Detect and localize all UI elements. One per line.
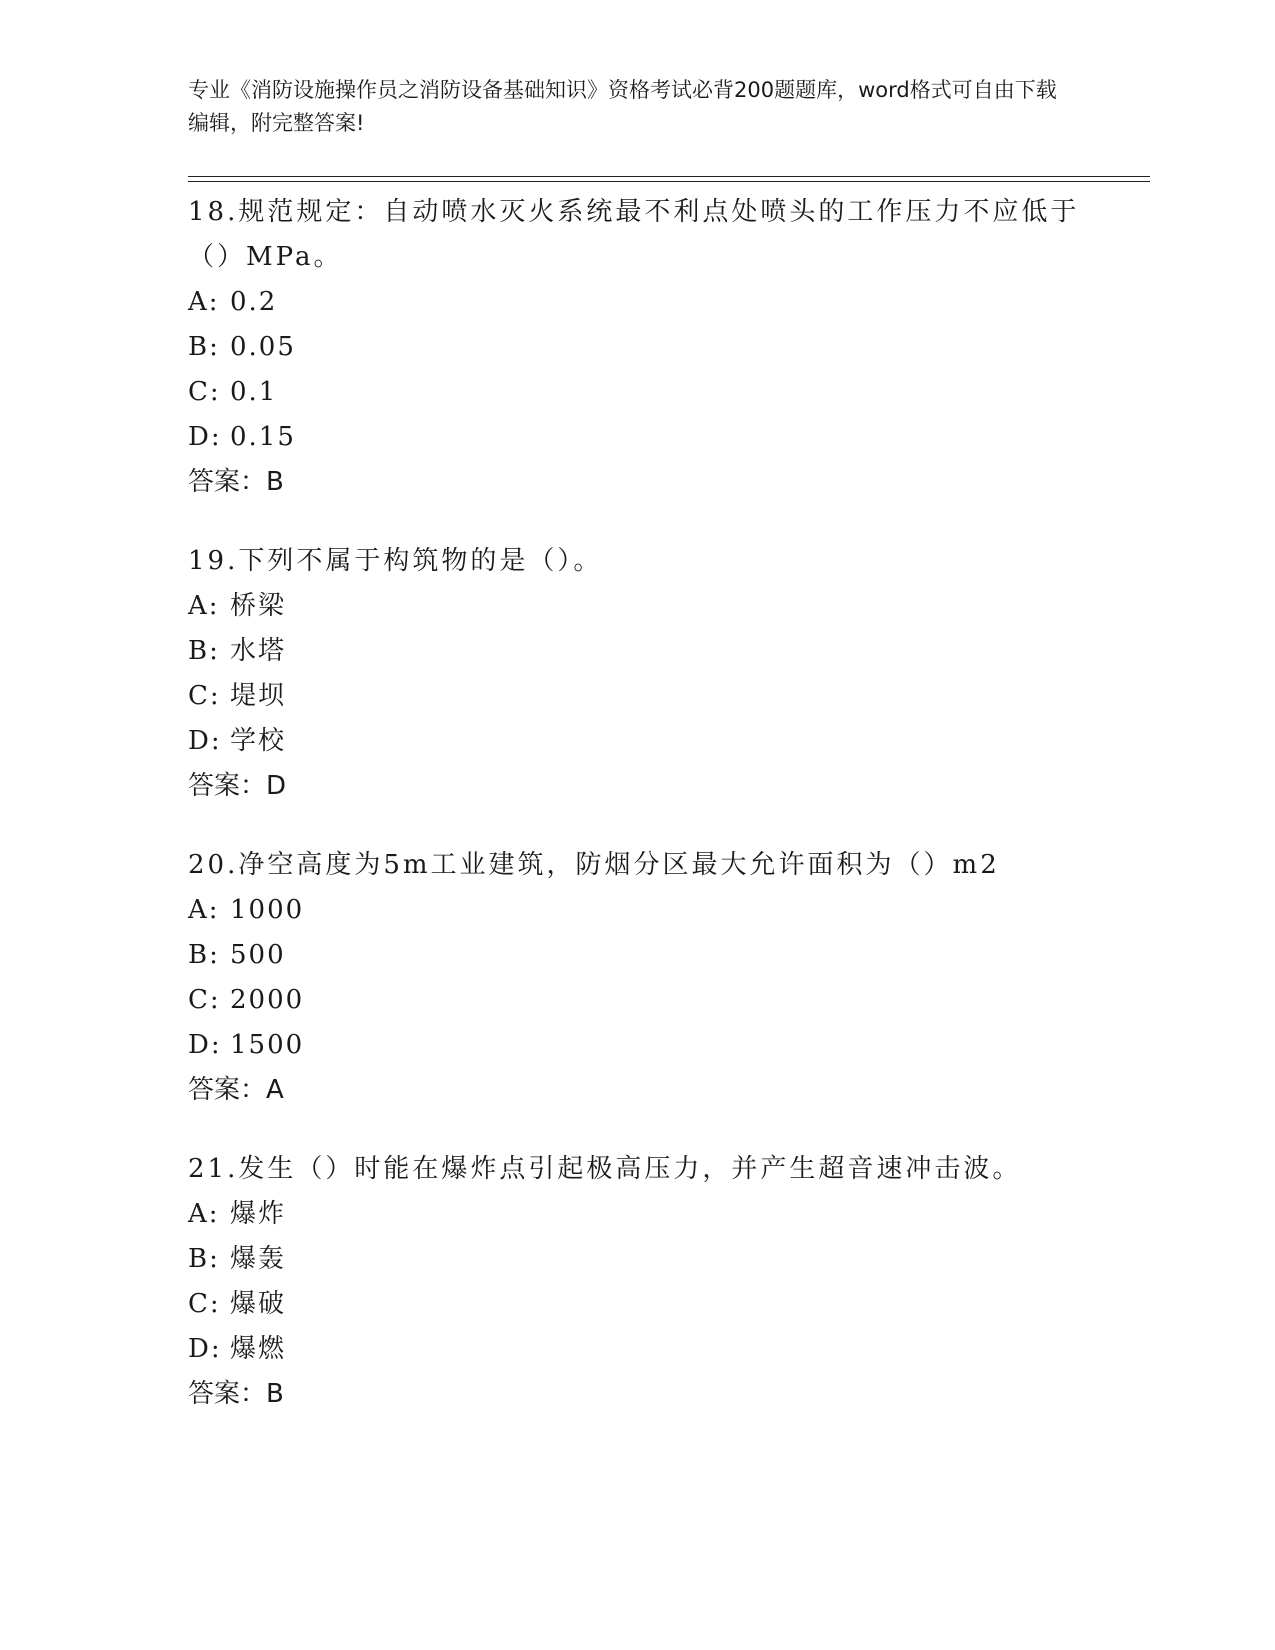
- option-key: A:: [188, 895, 220, 925]
- option-key: D:: [188, 726, 222, 756]
- question-stem: 21.发生（）时能在爆炸点引起极高压力，并产生超音速冲击波。: [188, 1154, 1022, 1184]
- answer-line: 答案：B: [188, 467, 284, 497]
- option-c: [188, 978, 1088, 1023]
- option-key: A:: [188, 591, 220, 621]
- option-key: D:: [188, 1334, 222, 1364]
- option-text: 爆破: [230, 1289, 287, 1319]
- option-text: 1500: [230, 1030, 305, 1060]
- option-text: 学校: [230, 726, 287, 756]
- option-text: 堤坝: [230, 681, 287, 711]
- option-text: 爆炸: [230, 1199, 287, 1229]
- option-text: 0.1: [230, 377, 278, 407]
- question-18: [188, 190, 1088, 505]
- option-key: A:: [188, 1199, 220, 1229]
- option-a: [188, 584, 1088, 629]
- option-text: 桥梁: [230, 591, 287, 621]
- question-19: [188, 539, 1088, 809]
- option-text: 水塔: [230, 636, 287, 666]
- option-key: C:: [188, 1289, 221, 1319]
- option-key: D:: [188, 422, 222, 452]
- option-c: [188, 674, 1088, 719]
- option-key: A:: [188, 287, 220, 317]
- answer-line: 答案：B: [188, 1379, 284, 1409]
- answer-line: 答案：A: [188, 1075, 284, 1105]
- option-key: B:: [188, 332, 220, 362]
- question-stem: 19.下列不属于构筑物的是（）。: [188, 546, 603, 576]
- answer-line: 答案：D: [188, 771, 287, 801]
- question-stem: 20.净空高度为5m工业建筑，防烟分区最大允许面积为（）m2: [188, 850, 1000, 880]
- option-key: C:: [188, 681, 221, 711]
- option-key: C:: [188, 985, 221, 1015]
- header-divider-bottom: [188, 181, 1150, 182]
- option-key: B:: [188, 1244, 220, 1274]
- option-text: 1000: [230, 895, 305, 925]
- question-stem: 18.规范规定：自动喷水灭火系统最不利点处喷头的工作压力不应低于（）MPa。: [188, 197, 1080, 272]
- option-text: 2000: [230, 985, 305, 1015]
- option-b: [188, 629, 1088, 674]
- option-b: [188, 1237, 1088, 1282]
- option-key: D:: [188, 1030, 222, 1060]
- question-21: [188, 1147, 1088, 1417]
- header-divider-top: [188, 176, 1150, 177]
- option-c: [188, 1282, 1088, 1327]
- question-20: [188, 843, 1088, 1113]
- option-text: 爆燃: [230, 1334, 287, 1364]
- option-text: 0.05: [230, 332, 296, 362]
- option-c: [188, 370, 1088, 415]
- option-d: [188, 719, 1088, 764]
- option-key: B:: [188, 636, 220, 666]
- option-b: [188, 325, 1088, 370]
- document-header: 专业《消防设施操作员之消防设备基础知识》资格考试必背200题题库，word格式可自由下载编辑，附完整答案!: [188, 78, 1057, 135]
- option-a: [188, 280, 1088, 325]
- option-key: B:: [188, 940, 220, 970]
- option-a: [188, 888, 1088, 933]
- option-d: [188, 1327, 1088, 1372]
- option-text: 爆轰: [230, 1244, 287, 1274]
- option-text: 0.15: [230, 422, 296, 452]
- option-b: [188, 933, 1088, 978]
- option-key: C:: [188, 377, 221, 407]
- option-a: [188, 1192, 1088, 1237]
- option-text: 500: [230, 940, 286, 970]
- question-list: [188, 190, 1088, 1451]
- option-text: 0.2: [230, 287, 278, 317]
- option-d: [188, 1023, 1088, 1068]
- option-d: [188, 415, 1088, 460]
